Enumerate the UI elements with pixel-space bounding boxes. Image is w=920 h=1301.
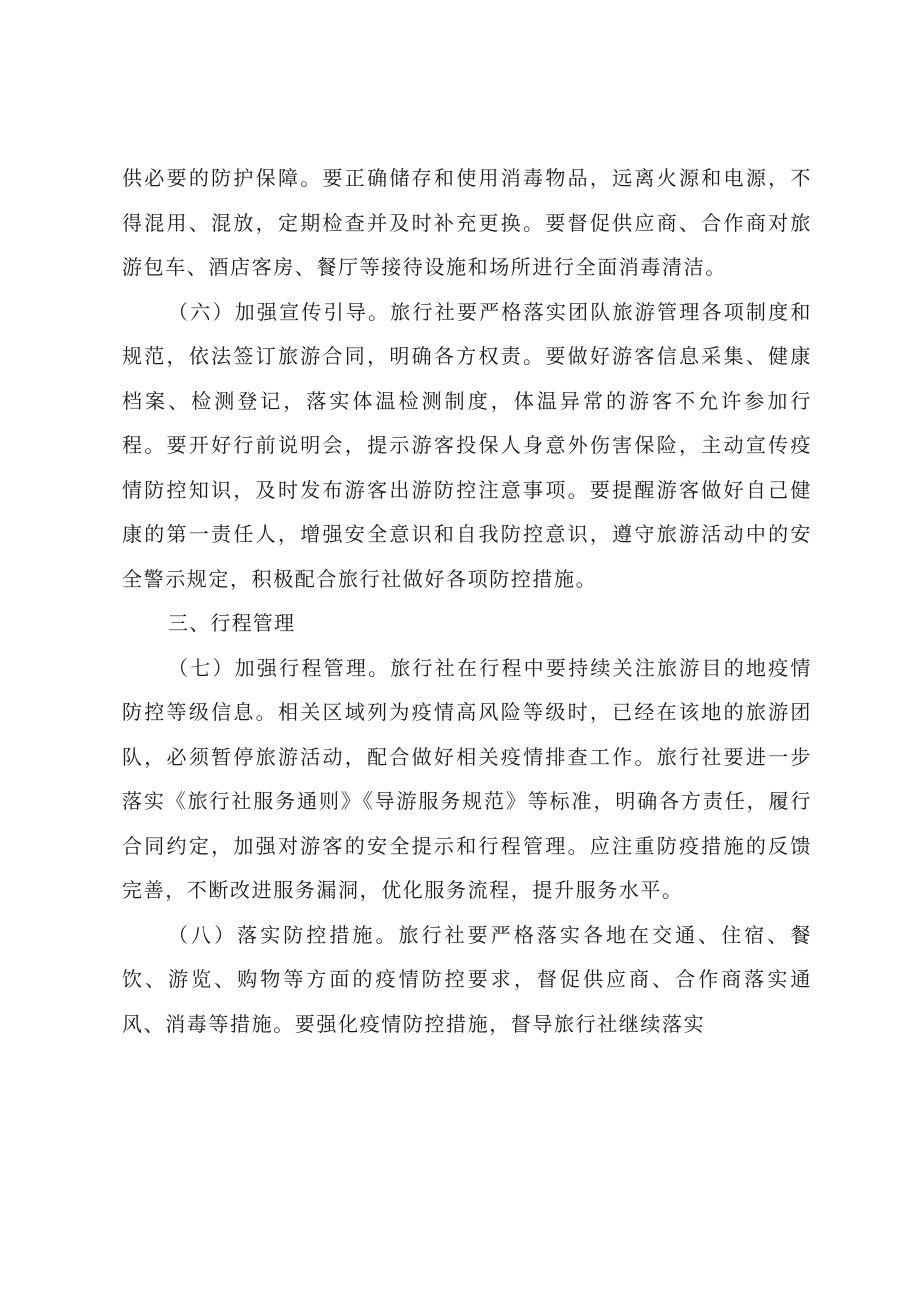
paragraph-section-seven: （七）加强行程管理。旅行社在行程中要持续关注旅游目的地疫情防控等级信息。相关区域列为疫情高风险等级时，已经在该地的旅游团队，必须暂停旅游活动，配合做好相关疫情排查工作。旅行社要进一步落实《旅行社服务通则》《导游服务规范》等标准，明确各方责任，履行合同约定，加强对游客的安全提示和行程管理。应注重防疫措施的反馈完善，不断改进服务漏洞，优化服务流程，提升服务水平。 xyxy=(122,655,812,902)
paragraph-section-six: （六）加强宣传引导。旅行社要严格落实团队旅游管理各项制度和规范，依法签订旅游合同，明确各方权责。要做好游客信息采集、健康档案、检测登记，落实体温检测制度，体温异常的游客不允许参加行程。要开好行前说明会，提示游客投保人身意外伤害保险，主动宣传疫情防控知识，及时发布游客出游防控注意事项。要提醒游客做好自己健康的第一责任人，增强安全意识和自我防控意识，遵守旅游活动中的安全警示规定，积极配合旅行社做好各项防控措施。 xyxy=(122,299,812,591)
section-heading-three: 三、行程管理 xyxy=(168,611,296,635)
paragraph-section-eight: （八）落实防控措施。旅行社要严格落实各地在交通、住宿、餐饮、游览、购物等方面的疫情防控要求，督促供应商、合作商落实通风、消毒等措施。要强化疫情防控措施，督导旅行社继续落实 xyxy=(122,922,812,1036)
paragraph-continuation: 供必要的防护保障。要正确储存和使用消毒物品，远离火源和电源，不得混用、混放，定期检查并及时补充更换。要督促供应商、合作商对旅游包车、酒店客房、餐厅等接待设施和场所进行全面消毒清洁。 xyxy=(122,166,812,279)
document-body xyxy=(122,156,812,1046)
